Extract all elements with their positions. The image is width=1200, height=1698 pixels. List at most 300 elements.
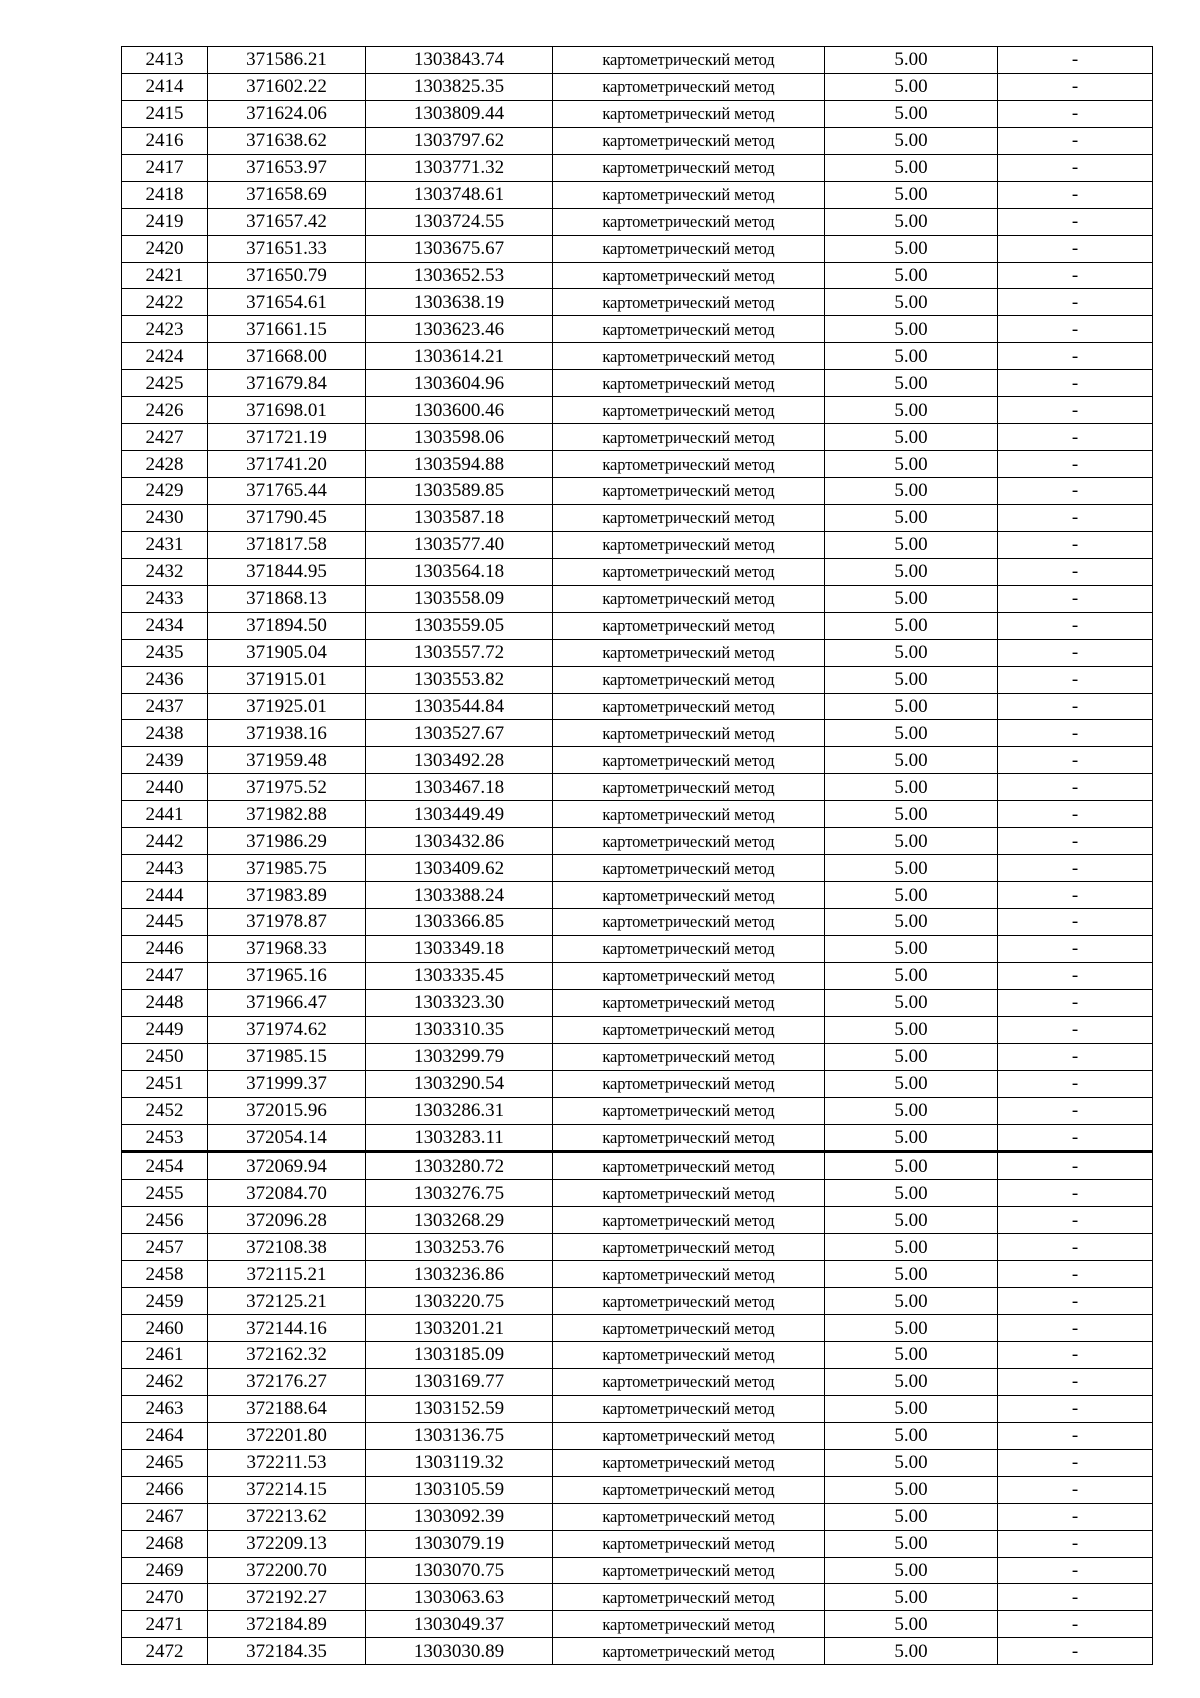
y-coordinate-cell: 1303675.67 — [366, 235, 553, 262]
table-row — [122, 478, 1153, 505]
y-coordinate-cell: 1303409.62 — [366, 855, 553, 882]
method-cell: картометрический метод — [553, 451, 825, 478]
x-coordinate-cell: 371638.62 — [208, 127, 366, 154]
y-coordinate-cell: 1303449.49 — [366, 801, 553, 828]
precision-cell: 5.00 — [825, 666, 998, 693]
table-row — [122, 1449, 1153, 1476]
precision-cell: 5.00 — [825, 1315, 998, 1342]
precision-cell: 5.00 — [825, 1070, 998, 1097]
y-coordinate-cell: 1303544.84 — [366, 693, 553, 720]
y-coordinate-cell: 1303594.88 — [366, 451, 553, 478]
description-cell: - — [998, 882, 1153, 909]
precision-cell: 5.00 — [825, 316, 998, 343]
precision-cell: 5.00 — [825, 989, 998, 1016]
table-row — [122, 1611, 1153, 1638]
table-row — [122, 73, 1153, 100]
y-coordinate-cell: 1303280.72 — [366, 1152, 553, 1180]
y-coordinate-cell: 1303809.44 — [366, 100, 553, 127]
point-number-cell: 2445 — [122, 909, 208, 936]
y-coordinate-cell: 1303286.31 — [366, 1097, 553, 1124]
x-coordinate-cell: 371978.87 — [208, 909, 366, 936]
y-coordinate-cell: 1303349.18 — [366, 935, 553, 962]
point-number-cell: 2454 — [122, 1152, 208, 1180]
table-row — [122, 1638, 1153, 1665]
method-cell: картометрический метод — [553, 181, 825, 208]
x-coordinate-cell: 372115.21 — [208, 1261, 366, 1288]
method-cell: картометрический метод — [553, 989, 825, 1016]
precision-cell: 5.00 — [825, 1234, 998, 1261]
x-coordinate-cell: 371661.15 — [208, 316, 366, 343]
precision-cell: 5.00 — [825, 343, 998, 370]
y-coordinate-cell: 1303152.59 — [366, 1395, 553, 1422]
precision-cell: 5.00 — [825, 962, 998, 989]
point-number-cell: 2456 — [122, 1207, 208, 1234]
y-coordinate-cell: 1303366.85 — [366, 909, 553, 936]
point-number-cell: 2423 — [122, 316, 208, 343]
precision-cell: 5.00 — [825, 1449, 998, 1476]
description-cell: - — [998, 235, 1153, 262]
precision-cell: 5.00 — [825, 235, 998, 262]
method-cell: картометрический метод — [553, 801, 825, 828]
method-cell: картометрический метод — [553, 1234, 825, 1261]
method-cell: картометрический метод — [553, 1584, 825, 1611]
x-coordinate-cell: 372069.94 — [208, 1152, 366, 1180]
description-cell: - — [998, 962, 1153, 989]
y-coordinate-cell: 1303030.89 — [366, 1638, 553, 1665]
description-cell: - — [998, 1152, 1153, 1180]
method-cell: картометрический метод — [553, 478, 825, 505]
description-cell: - — [998, 666, 1153, 693]
precision-cell: 5.00 — [825, 100, 998, 127]
point-number-cell: 2418 — [122, 181, 208, 208]
method-cell: картометрический метод — [553, 235, 825, 262]
table-row — [122, 208, 1153, 235]
y-coordinate-cell: 1303797.62 — [366, 127, 553, 154]
table-row — [122, 1016, 1153, 1043]
point-number-cell: 2414 — [122, 73, 208, 100]
y-coordinate-cell: 1303268.29 — [366, 1207, 553, 1234]
table-row — [122, 1422, 1153, 1449]
method-cell: картометрический метод — [553, 100, 825, 127]
method-cell: картометрический метод — [553, 1530, 825, 1557]
precision-cell: 5.00 — [825, 909, 998, 936]
y-coordinate-cell: 1303201.21 — [366, 1315, 553, 1342]
description-cell: - — [998, 1207, 1153, 1234]
point-number-cell: 2459 — [122, 1288, 208, 1315]
method-cell: картометрический метод — [553, 1395, 825, 1422]
precision-cell: 5.00 — [825, 181, 998, 208]
point-number-cell: 2441 — [122, 801, 208, 828]
table-row — [122, 666, 1153, 693]
y-coordinate-cell: 1303527.67 — [366, 720, 553, 747]
precision-cell: 5.00 — [825, 1422, 998, 1449]
x-coordinate-cell: 371650.79 — [208, 262, 366, 289]
x-coordinate-cell: 371586.21 — [208, 47, 366, 74]
x-coordinate-cell: 371657.42 — [208, 208, 366, 235]
table-row — [122, 962, 1153, 989]
description-cell: - — [998, 1368, 1153, 1395]
table-row — [122, 343, 1153, 370]
precision-cell: 5.00 — [825, 1043, 998, 1070]
point-number-cell: 2448 — [122, 989, 208, 1016]
y-coordinate-cell: 1303079.19 — [366, 1530, 553, 1557]
precision-cell: 5.00 — [825, 1152, 998, 1180]
precision-cell: 5.00 — [825, 531, 998, 558]
description-cell: - — [998, 47, 1153, 74]
method-cell: картометрический метод — [553, 1476, 825, 1503]
point-number-cell: 2427 — [122, 424, 208, 451]
table-row — [122, 1207, 1153, 1234]
x-coordinate-cell: 371985.15 — [208, 1043, 366, 1070]
description-cell: - — [998, 1476, 1153, 1503]
table-row — [122, 1584, 1153, 1611]
y-coordinate-cell: 1303623.46 — [366, 316, 553, 343]
y-coordinate-cell: 1303388.24 — [366, 882, 553, 909]
point-number-cell: 2425 — [122, 370, 208, 397]
method-cell: картометрический метод — [553, 127, 825, 154]
precision-cell: 5.00 — [825, 1207, 998, 1234]
table-row — [122, 531, 1153, 558]
description-cell: - — [998, 531, 1153, 558]
x-coordinate-cell: 372192.27 — [208, 1584, 366, 1611]
method-cell: картометрический метод — [553, 343, 825, 370]
x-coordinate-cell: 371651.33 — [208, 235, 366, 262]
precision-cell: 5.00 — [825, 1261, 998, 1288]
point-number-cell: 2465 — [122, 1449, 208, 1476]
table-row — [122, 1530, 1153, 1557]
table-row — [122, 720, 1153, 747]
method-cell: картометрический метод — [553, 720, 825, 747]
table-row — [122, 693, 1153, 720]
point-number-cell: 2429 — [122, 478, 208, 505]
description-cell: - — [998, 1315, 1153, 1342]
y-coordinate-cell: 1303299.79 — [366, 1043, 553, 1070]
y-coordinate-cell: 1303119.32 — [366, 1449, 553, 1476]
y-coordinate-cell: 1303638.19 — [366, 289, 553, 316]
point-number-cell: 2442 — [122, 828, 208, 855]
description-cell: - — [998, 1288, 1153, 1315]
table-row — [122, 316, 1153, 343]
precision-cell: 5.00 — [825, 47, 998, 74]
table-row — [122, 1395, 1153, 1422]
precision-cell: 5.00 — [825, 774, 998, 801]
x-coordinate-cell: 371741.20 — [208, 451, 366, 478]
x-coordinate-cell: 372184.89 — [208, 1611, 366, 1638]
point-number-cell: 2458 — [122, 1261, 208, 1288]
description-cell: - — [998, 1395, 1153, 1422]
x-coordinate-cell: 372108.38 — [208, 1234, 366, 1261]
x-coordinate-cell: 372096.28 — [208, 1207, 366, 1234]
method-cell: картометрический метод — [553, 73, 825, 100]
method-cell: картометрический метод — [553, 1070, 825, 1097]
y-coordinate-cell: 1303587.18 — [366, 504, 553, 531]
precision-cell: 5.00 — [825, 1288, 998, 1315]
method-cell: картометрический метод — [553, 316, 825, 343]
table-row — [122, 1288, 1153, 1315]
y-coordinate-cell: 1303432.86 — [366, 828, 553, 855]
x-coordinate-cell: 372201.80 — [208, 1422, 366, 1449]
description-cell: - — [998, 316, 1153, 343]
precision-cell: 5.00 — [825, 1584, 998, 1611]
precision-cell: 5.00 — [825, 397, 998, 424]
y-coordinate-cell: 1303598.06 — [366, 424, 553, 451]
x-coordinate-cell: 371966.47 — [208, 989, 366, 1016]
description-cell: - — [998, 1503, 1153, 1530]
precision-cell: 5.00 — [825, 585, 998, 612]
x-coordinate-cell: 372176.27 — [208, 1368, 366, 1395]
x-coordinate-cell: 372214.15 — [208, 1476, 366, 1503]
method-cell: картометрический метод — [553, 585, 825, 612]
description-cell: - — [998, 1097, 1153, 1124]
x-coordinate-cell: 371975.52 — [208, 774, 366, 801]
description-cell: - — [998, 1638, 1153, 1665]
precision-cell: 5.00 — [825, 693, 998, 720]
description-cell: - — [998, 855, 1153, 882]
x-coordinate-cell: 372211.53 — [208, 1449, 366, 1476]
point-number-cell: 2450 — [122, 1043, 208, 1070]
precision-cell: 5.00 — [825, 478, 998, 505]
description-cell: - — [998, 127, 1153, 154]
method-cell: картометрический метод — [553, 909, 825, 936]
description-cell: - — [998, 154, 1153, 181]
y-coordinate-cell: 1303253.76 — [366, 1234, 553, 1261]
description-cell: - — [998, 935, 1153, 962]
description-cell: - — [998, 909, 1153, 936]
method-cell: картометрический метод — [553, 747, 825, 774]
point-number-cell: 2460 — [122, 1315, 208, 1342]
precision-cell: 5.00 — [825, 154, 998, 181]
description-cell: - — [998, 478, 1153, 505]
table-row — [122, 1476, 1153, 1503]
x-coordinate-cell: 371985.75 — [208, 855, 366, 882]
precision-cell: 5.00 — [825, 1368, 998, 1395]
y-coordinate-cell: 1303049.37 — [366, 1611, 553, 1638]
description-cell: - — [998, 289, 1153, 316]
precision-cell: 5.00 — [825, 1638, 998, 1665]
description-cell: - — [998, 720, 1153, 747]
x-coordinate-cell: 372054.14 — [208, 1124, 366, 1152]
y-coordinate-cell: 1303564.18 — [366, 558, 553, 585]
method-cell: картометрический метод — [553, 828, 825, 855]
point-number-cell: 2470 — [122, 1584, 208, 1611]
precision-cell: 5.00 — [825, 1530, 998, 1557]
y-coordinate-cell: 1303652.53 — [366, 262, 553, 289]
table-row — [122, 774, 1153, 801]
x-coordinate-cell: 371868.13 — [208, 585, 366, 612]
y-coordinate-cell: 1303310.35 — [366, 1016, 553, 1043]
y-coordinate-cell: 1303771.32 — [366, 154, 553, 181]
method-cell: картометрический метод — [553, 154, 825, 181]
method-cell: картометрический метод — [553, 1124, 825, 1152]
table-row — [122, 909, 1153, 936]
x-coordinate-cell: 371999.37 — [208, 1070, 366, 1097]
description-cell: - — [998, 774, 1153, 801]
method-cell: картометрический метод — [553, 935, 825, 962]
x-coordinate-cell: 371974.62 — [208, 1016, 366, 1043]
point-number-cell: 2420 — [122, 235, 208, 262]
precision-cell: 5.00 — [825, 1124, 998, 1152]
point-number-cell: 2443 — [122, 855, 208, 882]
point-number-cell: 2417 — [122, 154, 208, 181]
x-coordinate-cell: 371602.22 — [208, 73, 366, 100]
y-coordinate-cell: 1303724.55 — [366, 208, 553, 235]
precision-cell: 5.00 — [825, 828, 998, 855]
coordinates-table — [121, 46, 1153, 1665]
precision-cell: 5.00 — [825, 558, 998, 585]
x-coordinate-cell: 372144.16 — [208, 1315, 366, 1342]
table-row — [122, 1070, 1153, 1097]
precision-cell: 5.00 — [825, 1342, 998, 1369]
point-number-cell: 2463 — [122, 1395, 208, 1422]
table-row — [122, 585, 1153, 612]
precision-cell: 5.00 — [825, 1395, 998, 1422]
x-coordinate-cell: 372200.70 — [208, 1557, 366, 1584]
x-coordinate-cell: 371983.89 — [208, 882, 366, 909]
point-number-cell: 2469 — [122, 1557, 208, 1584]
method-cell: картометрический метод — [553, 208, 825, 235]
precision-cell: 5.00 — [825, 370, 998, 397]
x-coordinate-cell: 372213.62 — [208, 1503, 366, 1530]
table-row — [122, 1124, 1153, 1152]
description-cell: - — [998, 558, 1153, 585]
precision-cell: 5.00 — [825, 289, 998, 316]
table-row — [122, 1503, 1153, 1530]
table-row — [122, 127, 1153, 154]
method-cell: картометрический метод — [553, 1016, 825, 1043]
method-cell: картометрический метод — [553, 1152, 825, 1180]
description-cell: - — [998, 181, 1153, 208]
description-cell: - — [998, 612, 1153, 639]
table-row — [122, 639, 1153, 666]
method-cell: картометрический метод — [553, 397, 825, 424]
precision-cell: 5.00 — [825, 208, 998, 235]
point-number-cell: 2434 — [122, 612, 208, 639]
description-cell: - — [998, 693, 1153, 720]
description-cell: - — [998, 1422, 1153, 1449]
table-row — [122, 289, 1153, 316]
y-coordinate-cell: 1303092.39 — [366, 1503, 553, 1530]
description-cell: - — [998, 424, 1153, 451]
description-cell: - — [998, 747, 1153, 774]
point-number-cell: 2421 — [122, 262, 208, 289]
precision-cell: 5.00 — [825, 747, 998, 774]
point-number-cell: 2446 — [122, 935, 208, 962]
table-row — [122, 424, 1153, 451]
precision-cell: 5.00 — [825, 1557, 998, 1584]
y-coordinate-cell: 1303748.61 — [366, 181, 553, 208]
method-cell: картометрический метод — [553, 774, 825, 801]
y-coordinate-cell: 1303290.54 — [366, 1070, 553, 1097]
point-number-cell: 2436 — [122, 666, 208, 693]
table-row — [122, 1342, 1153, 1369]
point-number-cell: 2424 — [122, 343, 208, 370]
method-cell: картометрический метод — [553, 1422, 825, 1449]
table-row — [122, 1043, 1153, 1070]
table-row — [122, 100, 1153, 127]
point-number-cell: 2426 — [122, 397, 208, 424]
point-number-cell: 2453 — [122, 1124, 208, 1152]
table-row — [122, 882, 1153, 909]
x-coordinate-cell: 371790.45 — [208, 504, 366, 531]
y-coordinate-cell: 1303553.82 — [366, 666, 553, 693]
y-coordinate-cell: 1303136.75 — [366, 1422, 553, 1449]
table-row — [122, 1097, 1153, 1124]
precision-cell: 5.00 — [825, 127, 998, 154]
x-coordinate-cell: 371817.58 — [208, 531, 366, 558]
description-cell: - — [998, 451, 1153, 478]
y-coordinate-cell: 1303559.05 — [366, 612, 553, 639]
precision-cell: 5.00 — [825, 1180, 998, 1207]
point-number-cell: 2428 — [122, 451, 208, 478]
table-row — [122, 1557, 1153, 1584]
precision-cell: 5.00 — [825, 262, 998, 289]
x-coordinate-cell: 371765.44 — [208, 478, 366, 505]
point-number-cell: 2432 — [122, 558, 208, 585]
table-row — [122, 397, 1153, 424]
table-row — [122, 1152, 1153, 1180]
description-cell: - — [998, 73, 1153, 100]
method-cell: картометрический метод — [553, 1097, 825, 1124]
description-cell: - — [998, 1180, 1153, 1207]
table-row — [122, 1315, 1153, 1342]
precision-cell: 5.00 — [825, 1097, 998, 1124]
x-coordinate-cell: 371654.61 — [208, 289, 366, 316]
y-coordinate-cell: 1303614.21 — [366, 343, 553, 370]
y-coordinate-cell: 1303070.75 — [366, 1557, 553, 1584]
point-number-cell: 2457 — [122, 1234, 208, 1261]
precision-cell: 5.00 — [825, 1611, 998, 1638]
description-cell: - — [998, 1342, 1153, 1369]
precision-cell: 5.00 — [825, 1476, 998, 1503]
description-cell: - — [998, 801, 1153, 828]
point-number-cell: 2440 — [122, 774, 208, 801]
point-number-cell: 2447 — [122, 962, 208, 989]
y-coordinate-cell: 1303276.75 — [366, 1180, 553, 1207]
point-number-cell: 2452 — [122, 1097, 208, 1124]
x-coordinate-cell: 372084.70 — [208, 1180, 366, 1207]
description-cell: - — [998, 1234, 1153, 1261]
description-cell: - — [998, 989, 1153, 1016]
x-coordinate-cell: 371986.29 — [208, 828, 366, 855]
x-coordinate-cell: 371905.04 — [208, 639, 366, 666]
y-coordinate-cell: 1303589.85 — [366, 478, 553, 505]
precision-cell: 5.00 — [825, 451, 998, 478]
y-coordinate-cell: 1303577.40 — [366, 531, 553, 558]
method-cell: картометрический метод — [553, 531, 825, 558]
description-cell: - — [998, 1070, 1153, 1097]
table-row — [122, 558, 1153, 585]
description-cell: - — [998, 262, 1153, 289]
y-coordinate-cell: 1303492.28 — [366, 747, 553, 774]
description-cell: - — [998, 1449, 1153, 1476]
x-coordinate-cell: 371894.50 — [208, 612, 366, 639]
method-cell: картометрический метод — [553, 639, 825, 666]
point-number-cell: 2461 — [122, 1342, 208, 1369]
method-cell: картометрический метод — [553, 1611, 825, 1638]
point-number-cell: 2413 — [122, 47, 208, 74]
table-row — [122, 504, 1153, 531]
x-coordinate-cell: 371982.88 — [208, 801, 366, 828]
table-row — [122, 451, 1153, 478]
x-coordinate-cell: 372209.13 — [208, 1530, 366, 1557]
method-cell: картометрический метод — [553, 612, 825, 639]
point-number-cell: 2435 — [122, 639, 208, 666]
precision-cell: 5.00 — [825, 639, 998, 666]
x-coordinate-cell: 371965.16 — [208, 962, 366, 989]
y-coordinate-cell: 1303323.30 — [366, 989, 553, 1016]
method-cell: картометрический метод — [553, 1043, 825, 1070]
description-cell: - — [998, 1261, 1153, 1288]
